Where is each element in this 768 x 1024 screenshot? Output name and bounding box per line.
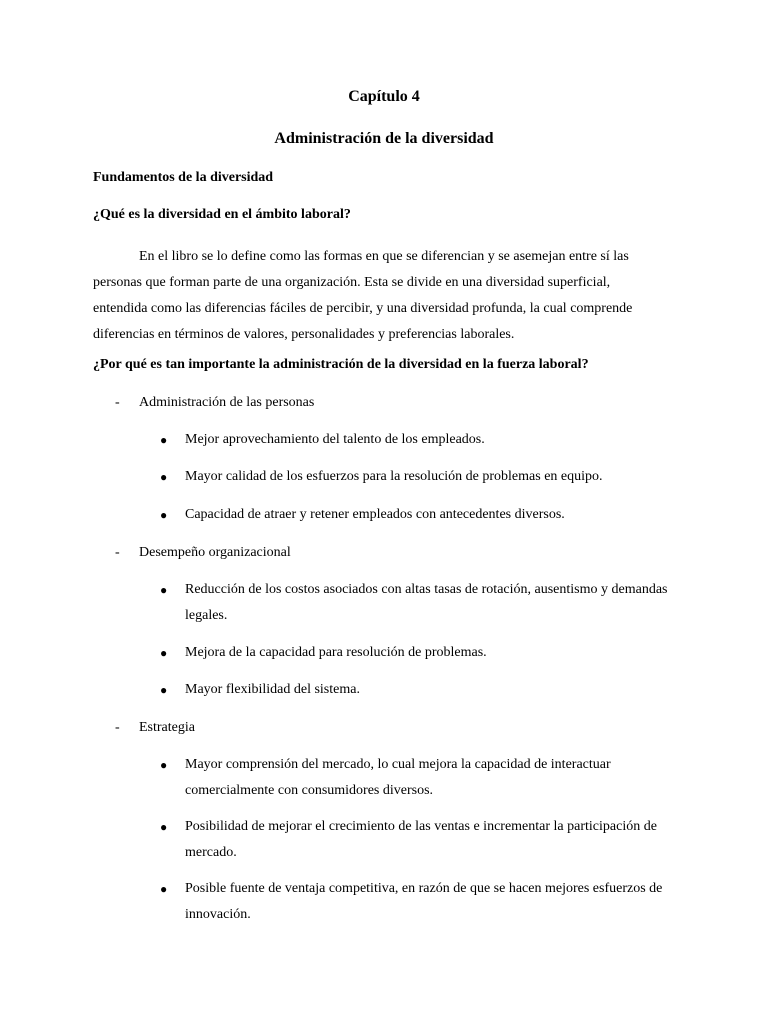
list-item <box>160 464 670 490</box>
list-item-text: Mejora de la capacidad para resolución de problemas. <box>185 645 487 660</box>
bullet-icon: ● <box>160 683 168 697</box>
list-item <box>160 640 670 666</box>
dash-item-estrategia <box>115 720 195 736</box>
list-item-text: Mayor flexibilidad del sistema. <box>185 682 360 697</box>
list-item-text: Mayor calidad de los esfuerzos para la resolución de problemas en equipo. <box>185 469 603 484</box>
dash-item-personas <box>115 395 314 411</box>
list-item-text: Posible fuente de ventaja competitiva, en razón de que se hacen mejores esfuerzos de innovación. <box>185 881 663 922</box>
bullet-icon: ● <box>160 470 168 484</box>
list-item <box>160 427 670 453</box>
chapter-heading: Capítulo 4 <box>348 88 420 105</box>
list-item-text: Mayor comprensión del mercado, lo cual mejora la capacidad de interactuar comercialmente con consumidores diversos. <box>185 757 611 798</box>
question-heading-2: ¿Por qué es tan importante la administración de la diversidad en la fuerza laboral? <box>93 357 589 372</box>
body-paragraph: En el libro se lo define como las formas en que se diferencian y se asemejan entre sí las personas que forman parte de una organización. Esta se divide en una diversidad superficial, entendida como las diferencias fáciles de percibir, y una diversidad profunda, la cual comprende diferencias en términos de valores, personalidades y preferencias laborales. <box>93 249 633 342</box>
bullet-icon: ● <box>160 433 168 447</box>
list-item <box>160 577 670 629</box>
dash-marker: - <box>115 545 120 560</box>
bullet-icon: ● <box>160 758 168 772</box>
chapter-title: Administración de la diversidad <box>274 130 494 147</box>
list-item-text: Capacidad de atraer y retener empleados con antecedentes diversos. <box>185 507 565 522</box>
list-item <box>160 752 670 804</box>
list-item-text: Reducción de los costos asociados con altas tasas de rotación, ausentismo y demandas legales. <box>185 582 668 623</box>
list-item <box>160 876 670 928</box>
dash-item-label: Desempeño organizacional <box>139 545 291 560</box>
dash-marker: - <box>115 720 120 735</box>
dash-item-label: Administración de las personas <box>139 395 315 410</box>
list-item <box>160 677 670 703</box>
bullet-icon: ● <box>160 646 168 660</box>
bullet-icon: ● <box>160 583 168 597</box>
list-item <box>160 502 670 528</box>
list-item <box>160 814 670 866</box>
list-item-text: Mejor aprovechamiento del talento de los empleados. <box>185 432 485 447</box>
dash-item-label: Estrategia <box>139 720 195 735</box>
bullet-icon: ● <box>160 820 168 834</box>
dash-item-desempeno <box>115 545 291 561</box>
dash-marker: - <box>115 395 120 410</box>
list-item-text: Posibilidad de mejorar el crecimiento de las ventas e incrementar la participación de mercado. <box>185 819 657 860</box>
section-heading: Fundamentos de la diversidad <box>93 170 274 185</box>
bullet-icon: ● <box>160 882 168 896</box>
question-heading-1: ¿Qué es la diversidad en el ámbito laboral? <box>93 207 351 222</box>
bullet-icon: ● <box>160 508 168 522</box>
